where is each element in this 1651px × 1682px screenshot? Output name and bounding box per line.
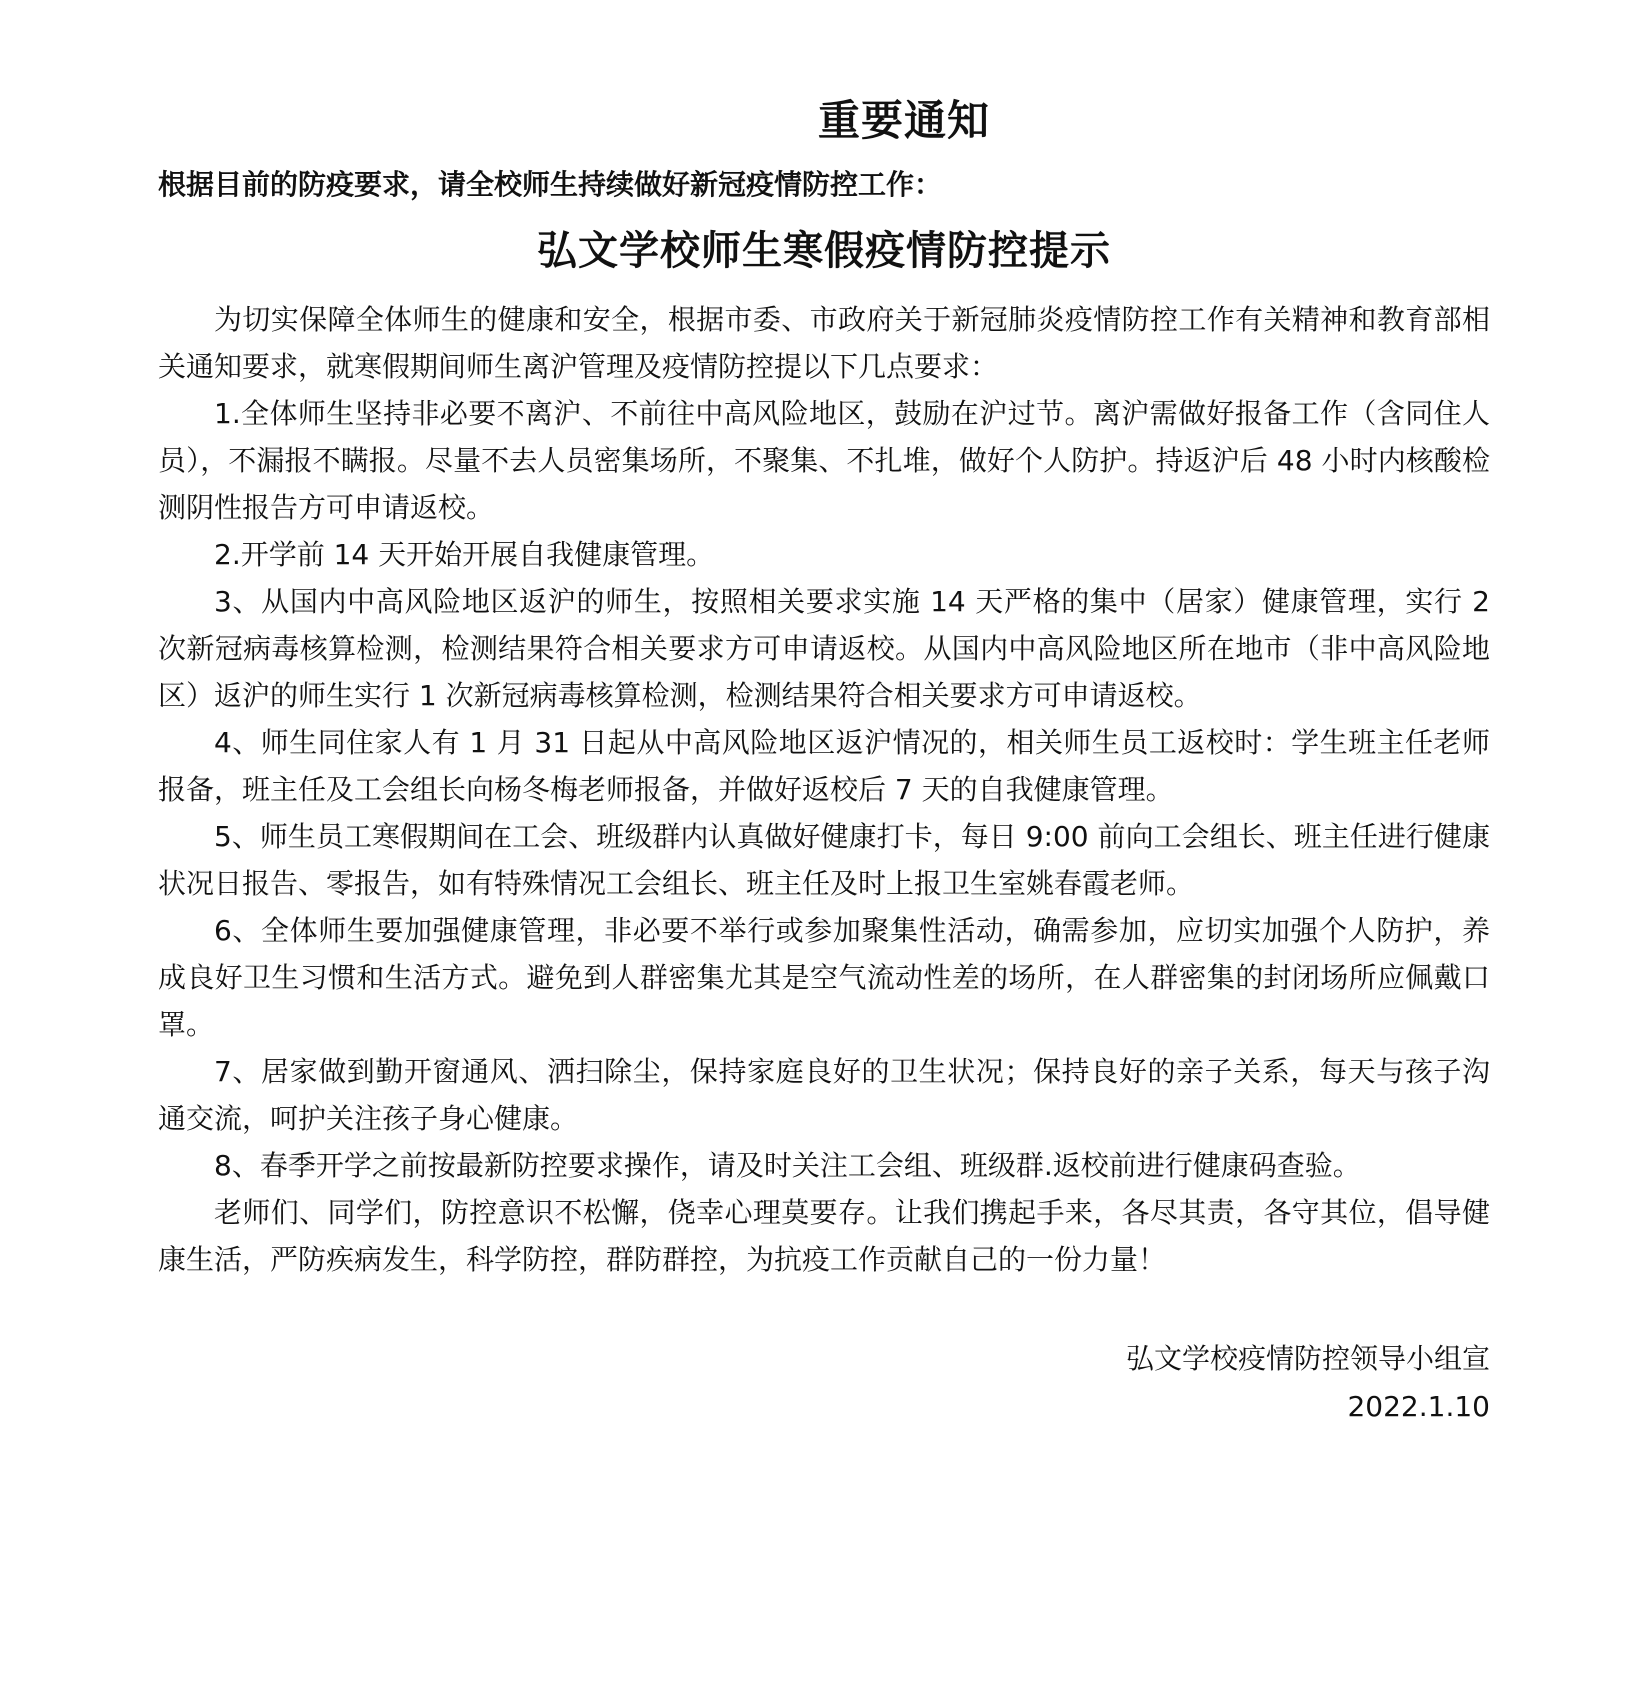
paragraph-item-6: 6、全体师生要加强健康管理，非必要不举行或参加聚集性活动，确需参加，应切实加强个人防护，养成良好卫生习惯和生活方式。避免到人群密集尤其是空气流动性差的场所，在人群密集的封闭场所应佩戴口罩。: [158, 914, 1490, 1041]
paragraph-item-3: 3、从国内中高风险地区返沪的师生，按照相关要求实施 14 天严格的集中（居家）健康管理，实行 2 次新冠病毒核算检测，检测结果符合相关要求方可申请返校。从国内中高风险地区所在地市（非中高风险地区）返沪的师生实行 1 次新冠病毒核算检测，检测结果符合相关要求方可申请返校。: [158, 585, 1490, 712]
paragraph-item-7: 7、居家做到勤开窗通风、洒扫除尘，保持家庭良好的卫生状况；保持良好的亲子关系，每天与孩子沟通交流，呵护关注孩子身心健康。: [158, 1055, 1490, 1135]
paragraph-item-2: 2.开学前 14 天开始开展自我健康管理。: [214, 538, 715, 571]
intro-line: 根据目前的防疫要求，请全校师生持续做好新冠疫情防控工作：: [158, 168, 943, 201]
document-content: [158, 86, 1490, 1431]
paragraph-item-5: 5、师生员工寒假期间在工会、班级群内认真做好健康打卡，每日 9:00 前向工会组长、班主任进行健康状况日报告、零报告，如有特殊情况工会组长、班主任及时上报卫生室姚春霞老师。: [158, 820, 1490, 900]
notice-title: 重要通知: [817, 96, 990, 145]
document-title: 弘文学校师生寒假疫情防控提示: [537, 228, 1111, 274]
paragraph-item-8: 8、春季开学之前按最新防控要求操作，请及时关注工会组、班级群.返校前进行健康码查验。: [214, 1149, 1361, 1182]
paragraph-item-1: 1.全体师生坚持非必要不离沪、不前往中高风险地区，鼓励在沪过节。离沪需做好报备工作（含同住人员），不漏报不瞒报。尽量不去人员密集场所，不聚集、不扎堆，做好个人防护。持返沪后 48 小时内核酸检测阴性报告方可申请返校。: [158, 397, 1490, 524]
signature-block: [158, 1335, 1490, 1431]
paragraph-closing: 老师们、同学们，防控意识不松懈，侥幸心理莫要存。让我们携起手来，各尽其责，各守其位，倡导健康生活，严防疾病发生，科学防控，群防群控，为抗疫工作贡献自己的一份力量！: [158, 1196, 1490, 1276]
signature-org: 弘文学校疫情防控领导小组宣: [1125, 1342, 1490, 1375]
signature-date: 2022.1.10: [1347, 1390, 1490, 1423]
paragraph-preamble: 为切实保障全体师生的健康和安全，根据市委、市政府关于新冠肺炎疫情防控工作有关精神和教育部相关通知要求，就寒假期间师生离沪管理及疫情防控提以下几点要求：: [158, 303, 1490, 383]
paragraph-item-4: 4、师生同住家人有 1 月 31 日起从中高风险地区返沪情况的，相关师生员工返校时：学生班主任老师报备，班主任及工会组长向杨冬梅老师报备，并做好返校后 7 天的自我健康管理。: [158, 726, 1490, 806]
